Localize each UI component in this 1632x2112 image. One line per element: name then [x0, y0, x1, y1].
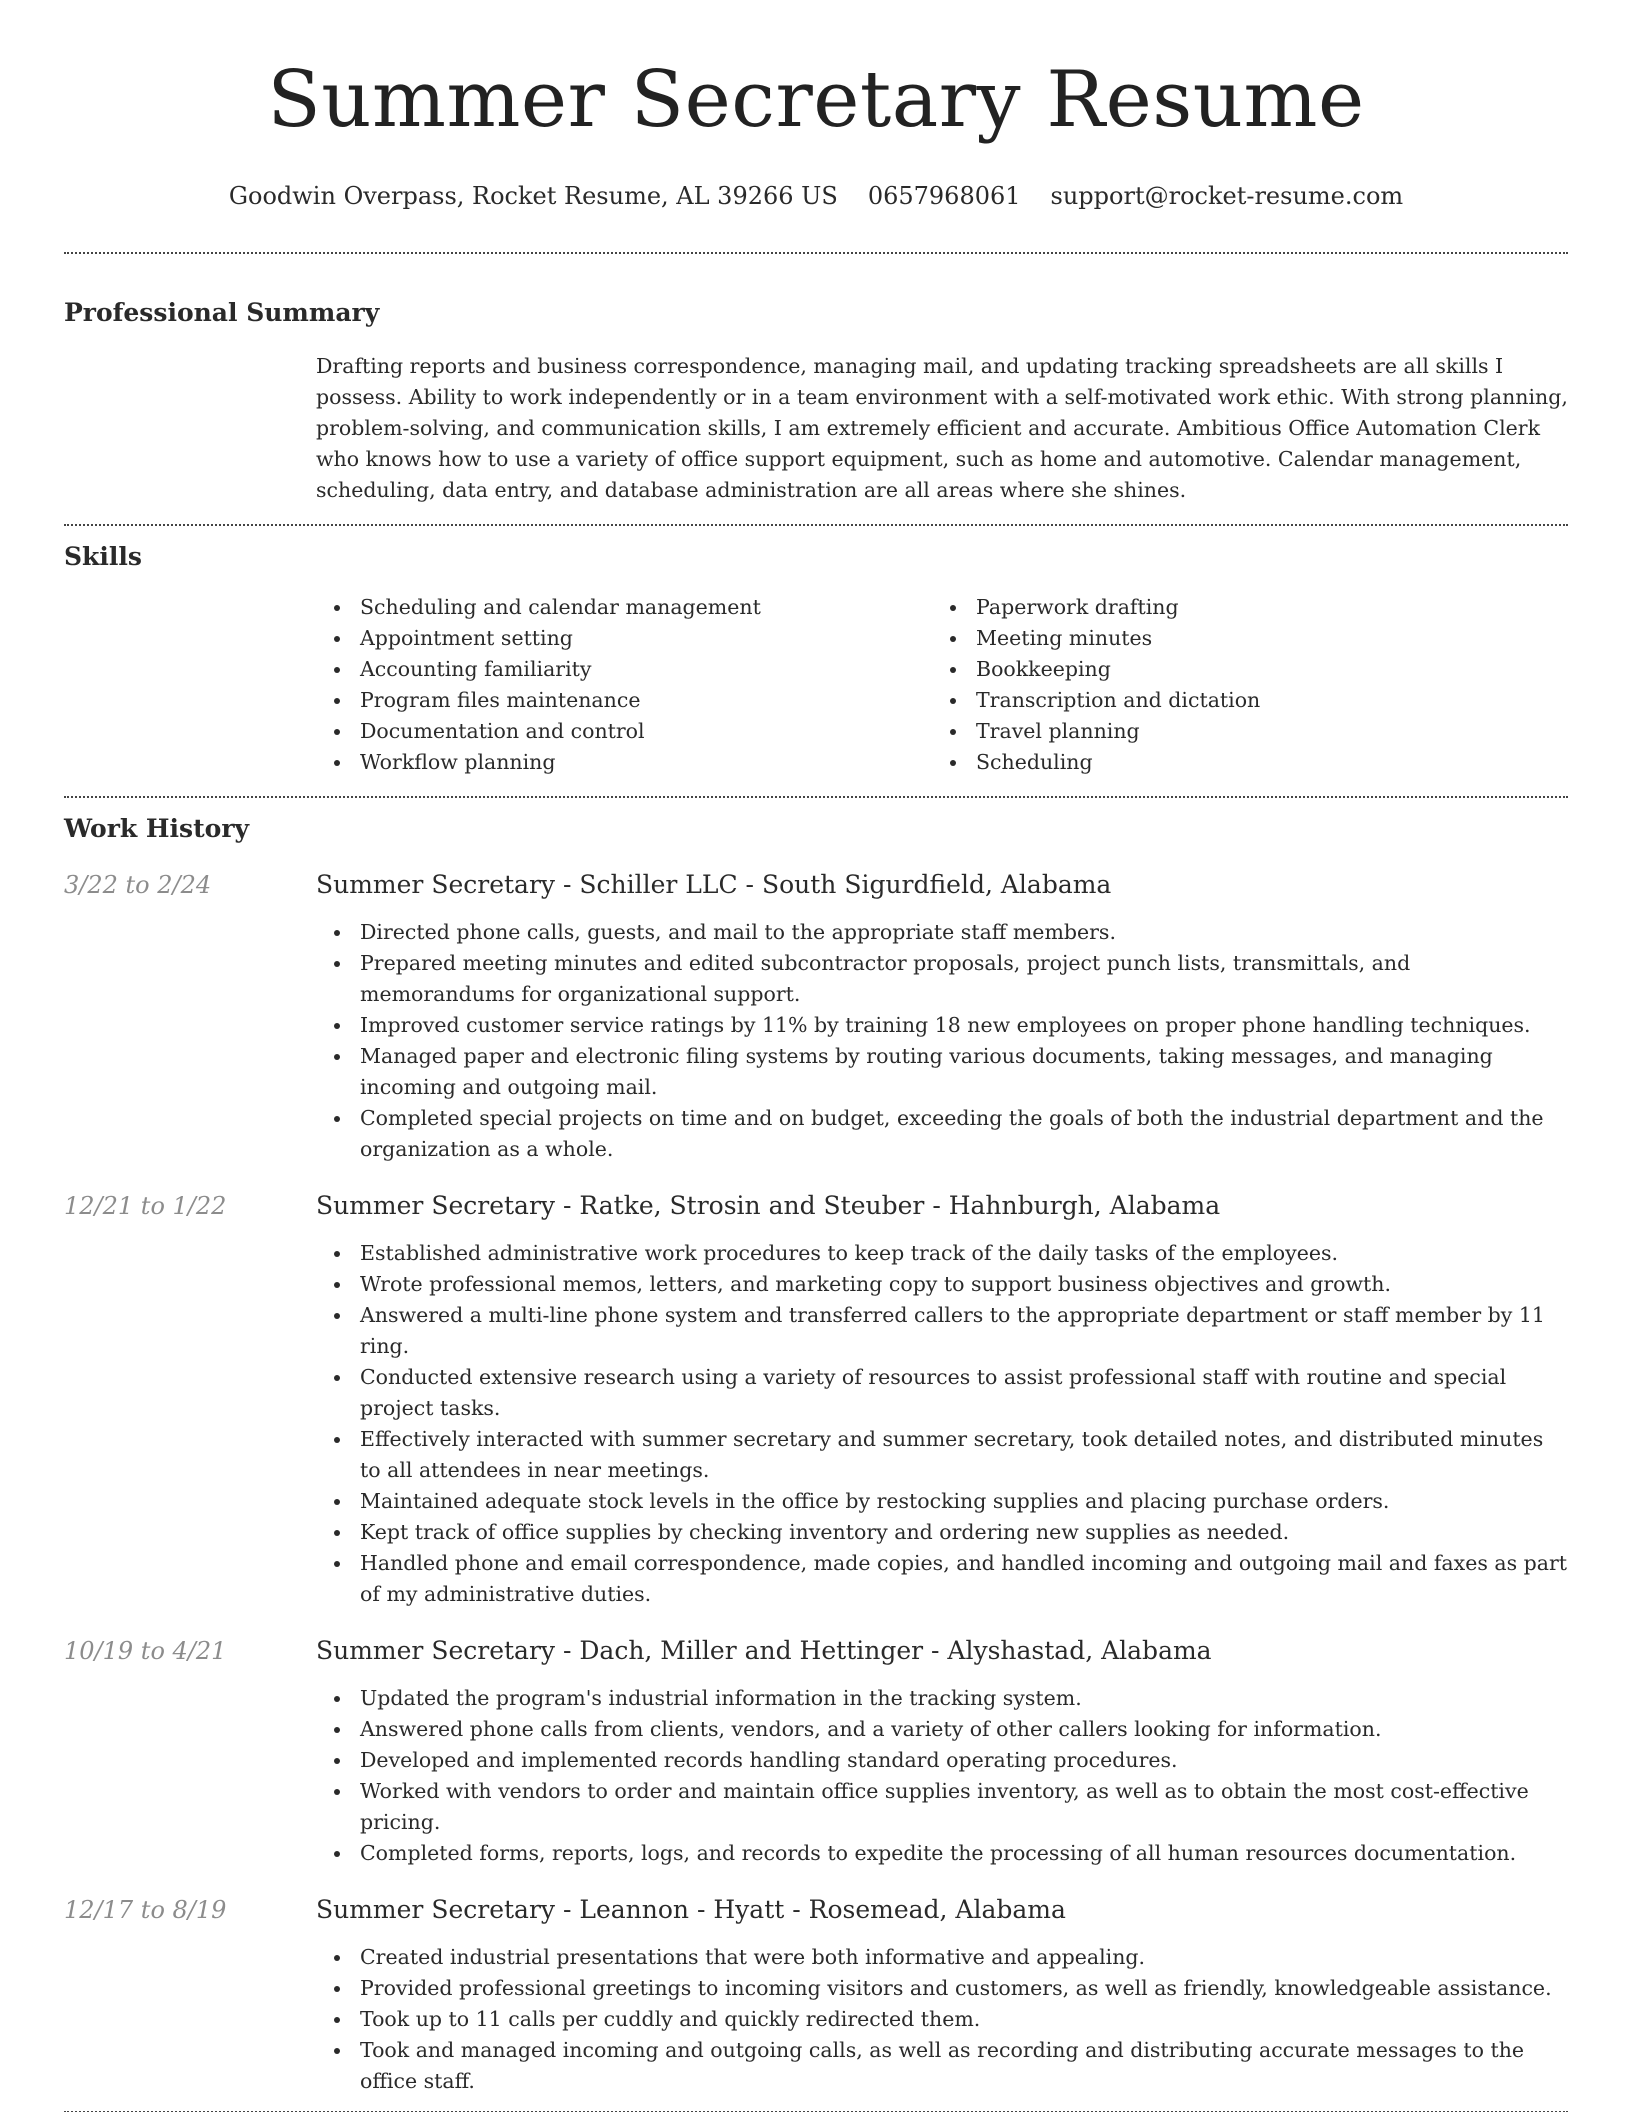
- job-bullet: Directed phone calls, guests, and mail to the appropriate staff members.: [316, 917, 1568, 948]
- contact-line: [64, 180, 1568, 212]
- resume-header: [64, 0, 1568, 212]
- job-entry: [64, 1634, 1568, 1869]
- job-bullet: Provided professional greetings to incoming visitors and customers, as well as friendly, knowledgeable assistance.: [316, 1973, 1568, 2004]
- skill-item: Scheduling and calendar management: [316, 592, 932, 623]
- skills-list-left: [316, 592, 932, 778]
- job-dates: 10/19 to 4/21: [64, 1637, 227, 1665]
- skill-item: Transcription and dictation: [932, 685, 1548, 716]
- skill-item: Program files maintenance: [316, 685, 932, 716]
- skills-heading: Skills: [64, 542, 142, 571]
- job-bullet: Developed and implemented records handling standard operating procedures.: [316, 1745, 1568, 1776]
- contact-address: Goodwin Overpass, Rocket Resume, AL 39266 US: [228, 182, 838, 210]
- skill-item: Documentation and control: [316, 716, 932, 747]
- job-bullet: Established administrative work procedures to keep track of the daily tasks of the employees.: [316, 1238, 1568, 1269]
- job-entry: [64, 1893, 1568, 2097]
- job-bullet: Worked with vendors to order and maintain office supplies inventory, as well as to obtain the most cost-effective pricing.: [316, 1776, 1568, 1838]
- summary-section: [64, 254, 1568, 524]
- job-title: Summer Secretary - Ratke, Strosin and Steuber - Hahnburgh, Alabama: [316, 1191, 1221, 1220]
- job-title: Summer Secretary - Dach, Miller and Hettinger - Alyshastad, Alabama: [316, 1636, 1212, 1665]
- job-bullet: Completed forms, reports, logs, and records to expedite the processing of all human resources documentation.: [316, 1838, 1568, 1869]
- job-bullet: Managed paper and electronic filing systems by routing various documents, taking messages, and managing incoming and outgoing mail.: [316, 1041, 1568, 1103]
- skills-section: [64, 526, 1568, 796]
- job-bullet: Took and managed incoming and outgoing calls, as well as recording and distributing accurate messages to the office staff.: [316, 2035, 1568, 2097]
- skill-item: Scheduling: [932, 747, 1548, 778]
- job-bullet: Conducted extensive research using a variety of resources to assist professional staff with routine and special project tasks.: [316, 1362, 1568, 1424]
- skill-item: Bookkeeping: [932, 654, 1548, 685]
- job-bullets: [316, 1683, 1568, 1869]
- job-bullet: Wrote professional memos, letters, and marketing copy to support business objectives and growth.: [316, 1269, 1568, 1300]
- job-bullet: Kept track of office supplies by checking inventory and ordering new supplies as needed.: [316, 1517, 1568, 1548]
- job-bullets: [316, 1238, 1568, 1610]
- job-dates: 12/17 to 8/19: [64, 1896, 227, 1924]
- skills-columns: [316, 592, 1568, 796]
- job-dates: 12/21 to 1/22: [64, 1192, 227, 1220]
- skill-item: Workflow planning: [316, 747, 932, 778]
- job-entry: [64, 1189, 1568, 1610]
- skill-item: Travel planning: [932, 716, 1548, 747]
- job-bullet: Handled phone and email correspondence, made copies, and handled incoming and outgoing mail and faxes as part of my administrative duties.: [316, 1548, 1568, 1610]
- job-title: Summer Secretary - Schiller LLC - South Sigurdfield, Alabama: [316, 870, 1112, 899]
- job-bullet: Improved customer service ratings by 11% by training 18 new employees on proper phone handling techniques.: [316, 1010, 1568, 1041]
- job-bullet: Answered phone calls from clients, vendors, and a variety of other callers looking for information.: [316, 1714, 1568, 1745]
- skill-item: Paperwork drafting: [932, 592, 1548, 623]
- job-bullet: Completed special projects on time and on budget, exceeding the goals of both the industrial department and the organization as a whole.: [316, 1103, 1568, 1165]
- job-body: [316, 1189, 1568, 1610]
- job-bullet: Updated the program's industrial information in the tracking system.: [316, 1683, 1568, 1714]
- job-title: Summer Secretary - Leannon - Hyatt - Rosemead, Alabama: [316, 1895, 1066, 1924]
- contact-email: support@rocket-resume.com: [1050, 182, 1404, 210]
- resume-title: Summer Secretary Resume: [267, 55, 1365, 145]
- job-bullet: Prepared meeting minutes and edited subcontractor proposals, project punch lists, transmittals, and memorandums for organizational support.: [316, 948, 1568, 1010]
- job-bullet: Created industrial presentations that were both informative and appealing.: [316, 1942, 1568, 1973]
- job-dates: 3/22 to 2/24: [64, 871, 212, 899]
- job-bullets: [316, 917, 1568, 1165]
- skill-item: Accounting familiarity: [316, 654, 932, 685]
- job-bullet: Answered a multi-line phone system and transferred callers to the appropriate department or staff member by 11 ring.: [316, 1300, 1568, 1362]
- summary-heading: Professional Summary: [64, 298, 380, 327]
- contact-phone: 0657968061: [867, 182, 1021, 210]
- work-history-section: [64, 798, 1568, 2097]
- job-bullets: [316, 1942, 1568, 2097]
- job-bullet: Effectively interacted with summer secretary and summer secretary, took detailed notes, and distributed minutes to all attendees in near meetings.: [316, 1424, 1568, 1486]
- job-body: [316, 868, 1568, 1165]
- skill-item: Appointment setting: [316, 623, 932, 654]
- job-entry: [64, 868, 1568, 1165]
- job-body: [316, 1634, 1568, 1869]
- summary-text: Drafting reports and business correspondence, managing mail, and updating tracking spreadsheets are all skills I possess. Ability to work independently or in a team environment with a self-motivated work ethic. With strong planning, problem-solving, and communication skills, I am extremely efficient and accurate. Ambitious Office Automation Clerk who knows how to use a variety of office support equipment, such as home and automotive. Calendar management, scheduling, data entry, and database administration are all areas where she shines.: [316, 354, 1568, 502]
- job-bullet: Maintained adequate stock levels in the office by restocking supplies and placing purchase orders.: [316, 1486, 1568, 1517]
- work-history-heading: Work History: [64, 814, 250, 843]
- skills-list-right: [932, 592, 1548, 778]
- job-body: [316, 1893, 1568, 2097]
- resume-page: [64, 0, 1568, 2112]
- job-bullet: Took up to 11 calls per cuddly and quickly redirected them.: [316, 2004, 1568, 2035]
- skill-item: Meeting minutes: [932, 623, 1548, 654]
